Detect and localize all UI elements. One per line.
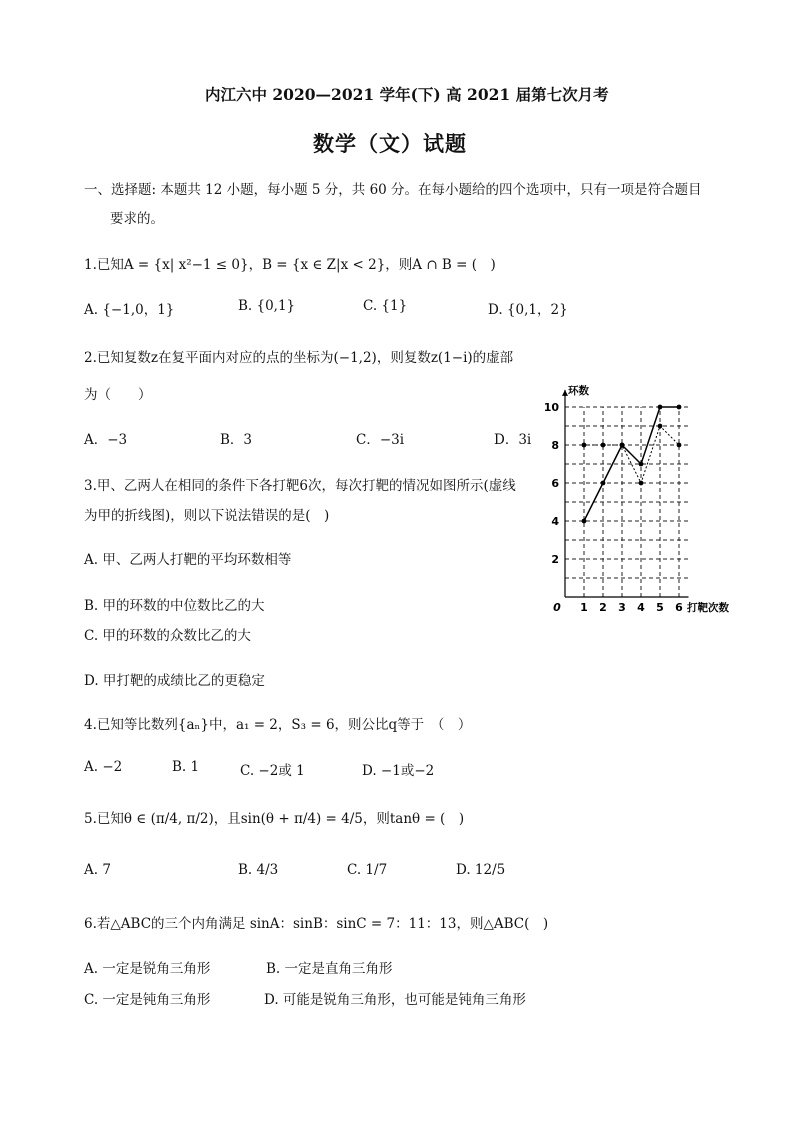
data-point (582, 519, 587, 524)
shooting-rings-line-chart (535, 375, 775, 615)
question-number: 1. (84, 257, 97, 273)
x-axis-title: 打靶次数 (687, 602, 729, 614)
q5-option-a: A. 7 (84, 862, 111, 878)
q5-option-d: D. 12/5 (456, 862, 506, 878)
q2-option-d: D．3i (494, 432, 532, 448)
question-stem: 已知等比数列{aₙ}中，a₁ = 2，S₃ = 6，则公比q等于 （ ） (96, 717, 472, 733)
chart-grid (565, 407, 689, 597)
question-number: 2. (84, 350, 97, 366)
q1-option-a: A. {−1,0，1} (84, 302, 175, 318)
y-tick-label: 2 (551, 553, 559, 566)
question-stem: 甲、乙两人在相同的条件下各打靶6次，每次打靶的情况如图所示(虚线 (96, 478, 516, 494)
y-tick-label: 8 (551, 439, 559, 452)
q1-option-b: B. {0,1} (238, 298, 296, 314)
q1-option-d: D. {0,1，2} (488, 302, 568, 318)
origin-label: 0 (553, 601, 561, 614)
data-point (601, 481, 606, 486)
data-point (658, 405, 663, 410)
q5-option-b: B. 4/3 (238, 862, 279, 878)
q2-option-b: B．3 (220, 432, 253, 448)
x-tick-label: 2 (599, 601, 607, 614)
section-instruction-line1: 一、选择题: 本题共 12 小题，每小题 5 分，共 60 分。在每小题给的四个选项中，只有一项是符合题目 (84, 182, 702, 198)
x-tick-label: 5 (656, 601, 664, 614)
q4-option-a: A. −2 (84, 759, 123, 775)
data-point (601, 443, 606, 448)
y-tick-label: 4 (551, 515, 559, 528)
y-axis-title: 环数 (568, 384, 589, 397)
q4-option-c: C. −2或 1 (240, 763, 305, 779)
question-1 (84, 253, 496, 273)
data-point (639, 481, 644, 486)
q2-option-c: C．−3i (356, 432, 405, 448)
x-tick-label: 3 (618, 601, 626, 614)
data-point (582, 443, 587, 448)
q3-option-c: C. 甲的环数的众数比乙的大 (84, 628, 251, 644)
question-stem: 已知θ ∈ (π/4, π/2)，且sin(θ + π/4) = 4/5，则tanθ = ( ) (96, 811, 465, 827)
y-tick-label: 10 (543, 401, 559, 414)
question-3-stem-continued: 为甲的折线图)，则以下说法错误的是( ) (84, 508, 330, 524)
q2-option-a: A．−3 (84, 432, 128, 448)
question-4 (84, 713, 471, 733)
question-6 (84, 912, 548, 932)
data-point (658, 424, 663, 429)
q4-option-d: D. −1或−2 (362, 763, 435, 779)
subject-title: 数学（文）试题 (313, 131, 467, 156)
data-point (639, 462, 644, 467)
question-2-stem-continued: 为（ ） (84, 387, 152, 403)
q3-option-b: B. 甲的环数的中位数比乙的大 (84, 598, 265, 614)
q6-option-d: D. 可能是锐角三角形，也可能是钝角三角形 (264, 992, 526, 1008)
question-number: 4. (84, 717, 97, 733)
data-point (677, 405, 682, 410)
x-tick-label: 6 (675, 601, 683, 614)
question-3 (84, 474, 516, 494)
q3-option-d: D. 甲打靶的成绩比乙的更稳定 (84, 673, 265, 689)
q1-option-c: C. {1} (363, 298, 408, 314)
y-tick-label: 6 (551, 477, 559, 490)
q3-option-a: A. 甲、乙两人打靶的平均环数相等 (84, 552, 292, 568)
data-point (620, 443, 625, 448)
question-stem: 已知复数z在复平面内对应的点的坐标为(−1,2)，则复数z(1−i)的虚部 (96, 350, 514, 366)
q6-option-b: B. 一定是直角三角形 (266, 961, 393, 977)
chart-axes (562, 390, 689, 597)
chart-labels (544, 384, 730, 614)
x-tick-label: 4 (637, 601, 645, 614)
x-tick-label: 1 (580, 601, 588, 614)
question-number: 6. (84, 916, 97, 932)
question-number: 5. (84, 811, 97, 827)
question-stem: 已知A = {x| x²−1 ≤ 0}，B = {x ∈ Z|x < 2}，则A ∩ B = ( ) (96, 257, 496, 273)
question-number: 3. (84, 478, 97, 494)
question-stem: 若△ABC的三个内角满足 sinA：sinB：sinC = 7：11：13，则△ABC( ) (96, 916, 549, 932)
question-2 (84, 346, 513, 366)
q6-option-a: A. 一定是锐角三角形 (84, 961, 211, 977)
q4-option-b: B. 1 (172, 759, 200, 775)
exam-title: 内江六中 2020—2021 学年(下) 高 2021 届第七次月考 (205, 85, 609, 104)
q6-option-c: C. 一定是钝角三角形 (84, 992, 211, 1008)
data-point (677, 443, 682, 448)
question-5 (84, 807, 464, 827)
section-instruction-line2: 要求的。 (110, 211, 164, 227)
q5-option-c: C. 1/7 (347, 862, 388, 878)
